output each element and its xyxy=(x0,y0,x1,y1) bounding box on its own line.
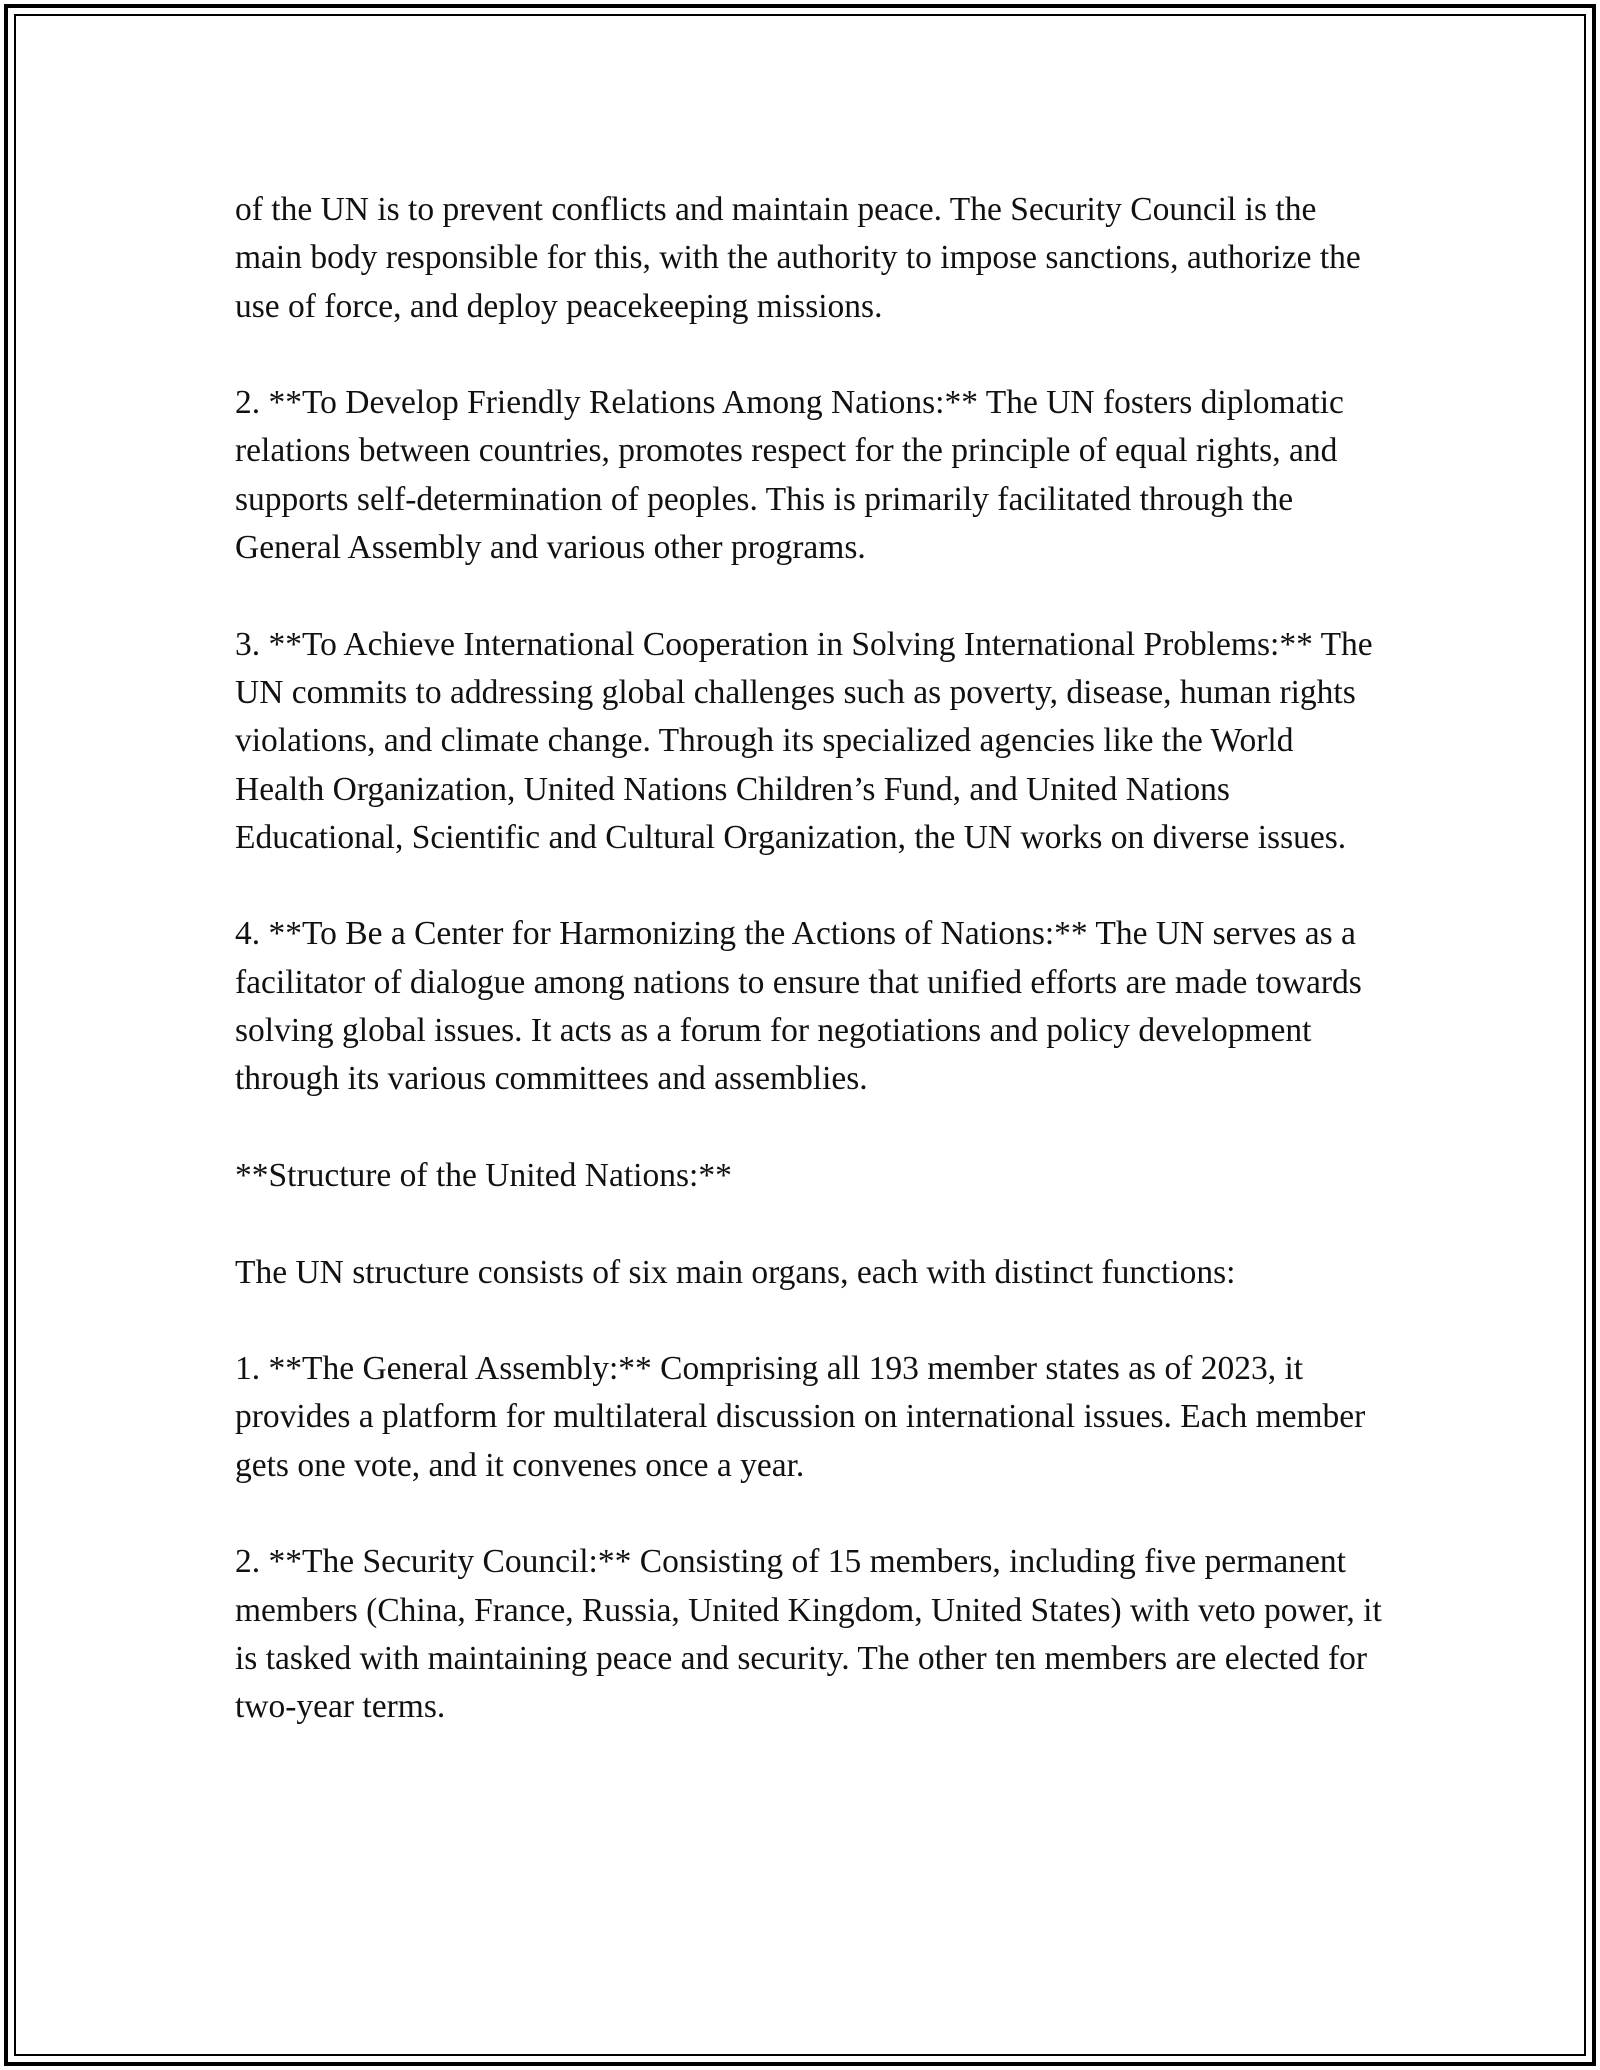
paragraph-friendly-relations: 2. **To Develop Friendly Relations Among Nations:** The UN fosters diplomatic relations between countries, promotes respect for the principle of equal rights, and supports self-determination of peoples. This is primarily facilitated through the General Assembly and various other programs. xyxy=(235,384,1344,567)
paragraph-purpose-peace-continued: of the UN is to prevent conflicts and maintain peace. The Security Council is the main body responsible for this, with the authority to impose sanctions, authorize the use of force, and deploy peacekeeping missions. xyxy=(235,191,1361,325)
paragraph-international-cooperation: 3. **To Achieve International Cooperation in Solving International Problems:** The UN commits to addressing global challenges such as poverty, disease, human rights violations, and climate change. Through its specialized agencies like the World Health Organization, United Nations Children’s Fund, and United Nations Educational, Scientific and Cultural Organization, the UN works on diverse issues. xyxy=(235,625,1373,856)
paragraph-structure-intro: The UN structure consists of six main organs, each with distinct functions: xyxy=(235,1253,1236,1291)
paragraph-security-council: 2. **The Security Council:** Consisting of 15 members, including five permanent members (China, France, Russia, United Kingdom, United States) with veto power, it is tasked with maintaining peace and security. The other ten members are elected for two-year terms. xyxy=(235,1543,1382,1726)
paragraph-harmonizing-actions: 4. **To Be a Center for Harmonizing the Actions of Nations:** The UN serves as a facilitator of dialogue among nations to ensure that unified efforts are made towards solving global issues. It acts as a forum for negotiations and policy development through its various committees and assemblies. xyxy=(235,915,1362,1098)
section-heading-structure: **Structure of the United Nations:** xyxy=(235,1156,732,1194)
paragraph-general-assembly: 1. **The General Assembly:** Comprising all 193 member states as of 2023, it provides a platform for multilateral discussion on international issues. Each member gets one vote, and it convenes once a year. xyxy=(235,1350,1366,1484)
document-body xyxy=(235,186,1385,1732)
